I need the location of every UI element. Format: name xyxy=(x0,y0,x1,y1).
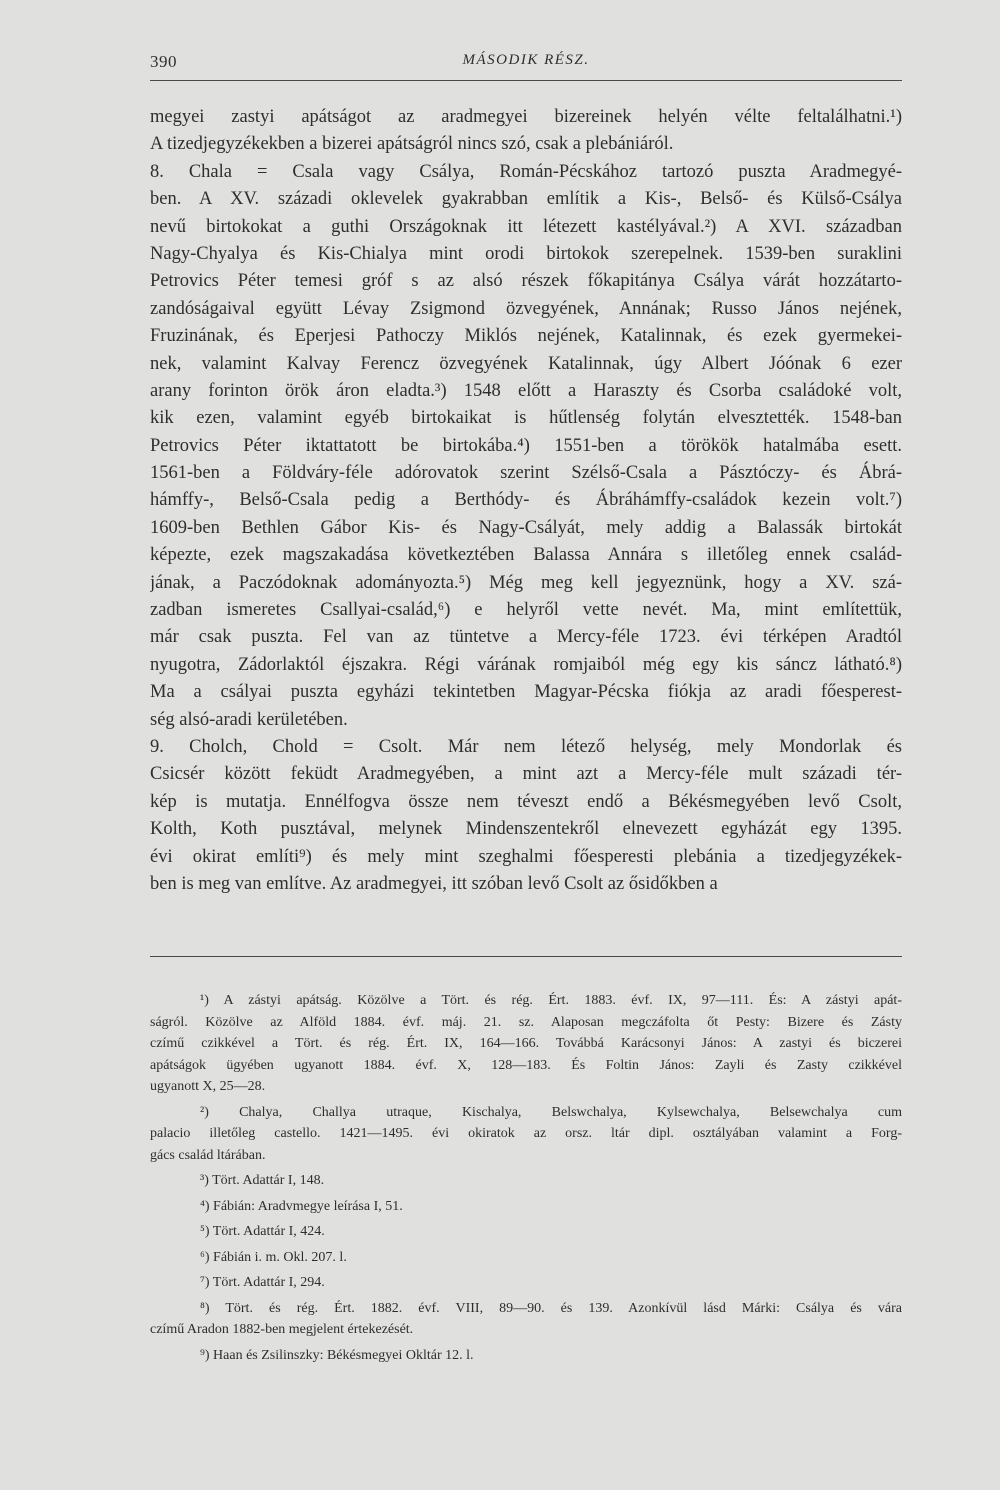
footnote-line: ⁴) Fábián: Aradvmegye leírása I, 51. xyxy=(200,1198,403,1214)
footnote-line: ¹) A zástyi apátság. Közölve a Tört. és rég. Ért. 1883. évf. IX, 97—111. És: A zástyi apát- xyxy=(200,993,902,1008)
text-line: évi okirat említi⁹) és mely mint szeghalmi főesperesti plebánia a tizedjegyzékek- xyxy=(150,846,902,867)
text-line: jának, a Paczódoknak adományozta.⁵) Még meg kell jegyeznünk, hogy a XV. szá- xyxy=(150,572,902,593)
footnotes xyxy=(150,990,902,1366)
footnote-line: ⁹) Haan és Zsilinszky: Békésmegyei Okltár 12. l. xyxy=(200,1347,474,1363)
text-line: zadban ismeretes Csallyai-család,⁶) e helyről vette nevét. Ma, mint említettük, xyxy=(150,600,902,621)
text-line: zandóságaival együtt Lévay Zsigmond özvegyének, Annának; Russo János nejének, xyxy=(150,298,902,319)
text-line: Csicsér között feküdt Aradmegyében, a mint azt a Mercy-féle mult századi tér- xyxy=(150,764,902,785)
footnote-line: ³) Tört. Adattár I, 148. xyxy=(200,1173,325,1188)
body-text xyxy=(150,104,902,898)
footnote xyxy=(150,1196,902,1218)
text-line: már csak puszta. Fel van az tüntetve a Mercy-féle 1723. évi térképen Aradtól xyxy=(150,627,902,648)
text-line: arany forinton örök áron eladta.³) 1548 előtt a Haraszty és Csorba családoké volt, xyxy=(150,380,902,401)
footnote-line: apátságok ügyében ugyanott 1884. évf. X, 128—183. És Foltin János: Zayli és Zasty czikkével xyxy=(150,1057,902,1073)
text-line: nek, valamint Kalvay Ferencz özvegyének Katalinnak, úgy Albert Jóónak 6 ezer xyxy=(150,353,902,374)
footnote-line: czímű Aradon 1882-ben megjelent értekezését. xyxy=(150,1322,414,1337)
footnote-line: ⁸) Tört. és rég. Ért. 1882. évf. VIII, 89—90. és 139. Azonkívül lásd Márki: Csálya és vára xyxy=(200,1300,902,1316)
footnote-rule xyxy=(150,956,902,957)
text-line: nyugotra, Zádorlaktól éjszakra. Régi várának romjaiból még egy kis sáncz látható.⁸) xyxy=(150,654,902,675)
footnote-line: ⁵) Tört. Adattár I, 424. xyxy=(200,1224,325,1239)
text-line: A tizedjegyzékekben a bizerei apátságról nincs szó, csak a plebániáról. xyxy=(150,134,674,155)
text-line: ben. A XV. századi oklevelek gyakrabban említik a Kis-, Belső- és Külső-Csálya xyxy=(150,189,902,210)
footnote xyxy=(150,1345,902,1367)
footnote-line: palacio illetőleg castello. 1421—1495. évi okiratok az orsz. ltár dipl. osztályában valamint a Forg- xyxy=(150,1126,902,1141)
text-line: nevű birtokokat a guthi Országoknak itt létezett kastélyával.²) A XVI. században xyxy=(150,216,902,237)
footnote-line: ²) Chalya, Challya utraque, Kischalya, Belswchalya, Kylsewchalya, Belsewchalya cum xyxy=(200,1104,902,1120)
text-line: Kolth, Koth pusztával, melynek Mindenszentekről elnevezett egyházát egy 1395. xyxy=(150,819,902,840)
text-line: kép is mutatja. Ennélfogva össze nem téveszt endő a Békésmegyében levő Csolt, xyxy=(150,791,902,812)
text-line: képezte, ezek magszakadása következtében Balassa Annára s illetőleg ennek család- xyxy=(150,545,902,566)
text-line: hámffy-, Belső-Csala pedig a Berthódy- és Ábráhámffy-családok kezein volt.⁷) xyxy=(150,490,902,511)
footnote-line: czímű czikkével a Tört. és rég. Ért. IX, 164—166. Továbbá Karácsonyi János: A zastyi és biczerei xyxy=(150,1036,902,1051)
text-line: kik ezen, valamint egyéb birtokaikat is hűtlenség folytán elvesztették. 1548-ban xyxy=(150,408,902,429)
text-line: ség alsó-aradi kerületében. xyxy=(150,709,348,730)
text-line: Fruzinának, és Eperjesi Pathoczy Miklós nejének, Katalinnak, és ezek gyermekei- xyxy=(150,326,902,347)
text-line: Ma a csályai puszta egyházi tekintetben Magyar-Pécska fiókja az aradi főesperest- xyxy=(150,682,902,703)
text-line: Petrovics Péter temesi gróf s az alsó részek főkapitánya Csálya várát hozzátarto- xyxy=(150,271,902,292)
footnote xyxy=(150,1221,902,1243)
text-line: 1609-ben Bethlen Gábor Kis- és Nagy-Csályát, mely addig a Balassák birtokát xyxy=(150,517,902,538)
footnote xyxy=(150,1298,902,1341)
footnote-line: ⁶) Fábián i. m. Okl. 207. l. xyxy=(200,1249,347,1265)
text-line: 9. Cholch, Chold = Csolt. Már nem létező helység, mely Mondorlak és xyxy=(150,736,902,757)
footnote-line: ⁷) Tört. Adattár I, 294. xyxy=(200,1275,325,1290)
footnote xyxy=(150,1102,902,1167)
footnote xyxy=(150,1170,902,1192)
footnote xyxy=(150,1247,902,1269)
footnote-line: ságról. Közölve az Alföld 1884. évf. máj. 21. sz. Alaposan megczáfolta őt Pesty: Bizere és Zásty xyxy=(150,1014,902,1030)
footnote-line: gács család ltárában. xyxy=(150,1147,266,1163)
page-header xyxy=(150,52,902,78)
footnote-line: ugyanott X, 25—28. xyxy=(150,1079,266,1094)
text-line: megyei zastyi apátságot az aradmegyei bizereinek helyén vélte feltalálhatni.¹) xyxy=(150,107,902,127)
page-number: 390 xyxy=(150,52,177,71)
text-line: Nagy-Chyalya és Kis-Chialya mint orodi birtokok szerepelnek. 1539-ben suraklini xyxy=(150,243,902,264)
text-line: 1561-ben a Földváry-féle adórovatok szerint Szélső-Csala a Pásztóczy- és Ábrá- xyxy=(150,463,902,484)
text-line: Petrovics Péter iktattatott be birtokába.⁴) 1551-ben a törökök hatalmába esett. xyxy=(150,435,902,456)
footnote xyxy=(150,990,902,1098)
running-head: MÁSODIK RÉSZ. xyxy=(462,52,590,68)
header-rule xyxy=(150,80,902,81)
text-line: 8. Chala = Csala vagy Csálya, Román-Pécskához tartozó puszta Aradmegyé- xyxy=(150,161,902,182)
footnote xyxy=(150,1272,902,1294)
text-line: ben is meg van említve. Az aradmegyei, itt szóban levő Csolt az ősidőkben a xyxy=(150,873,718,894)
